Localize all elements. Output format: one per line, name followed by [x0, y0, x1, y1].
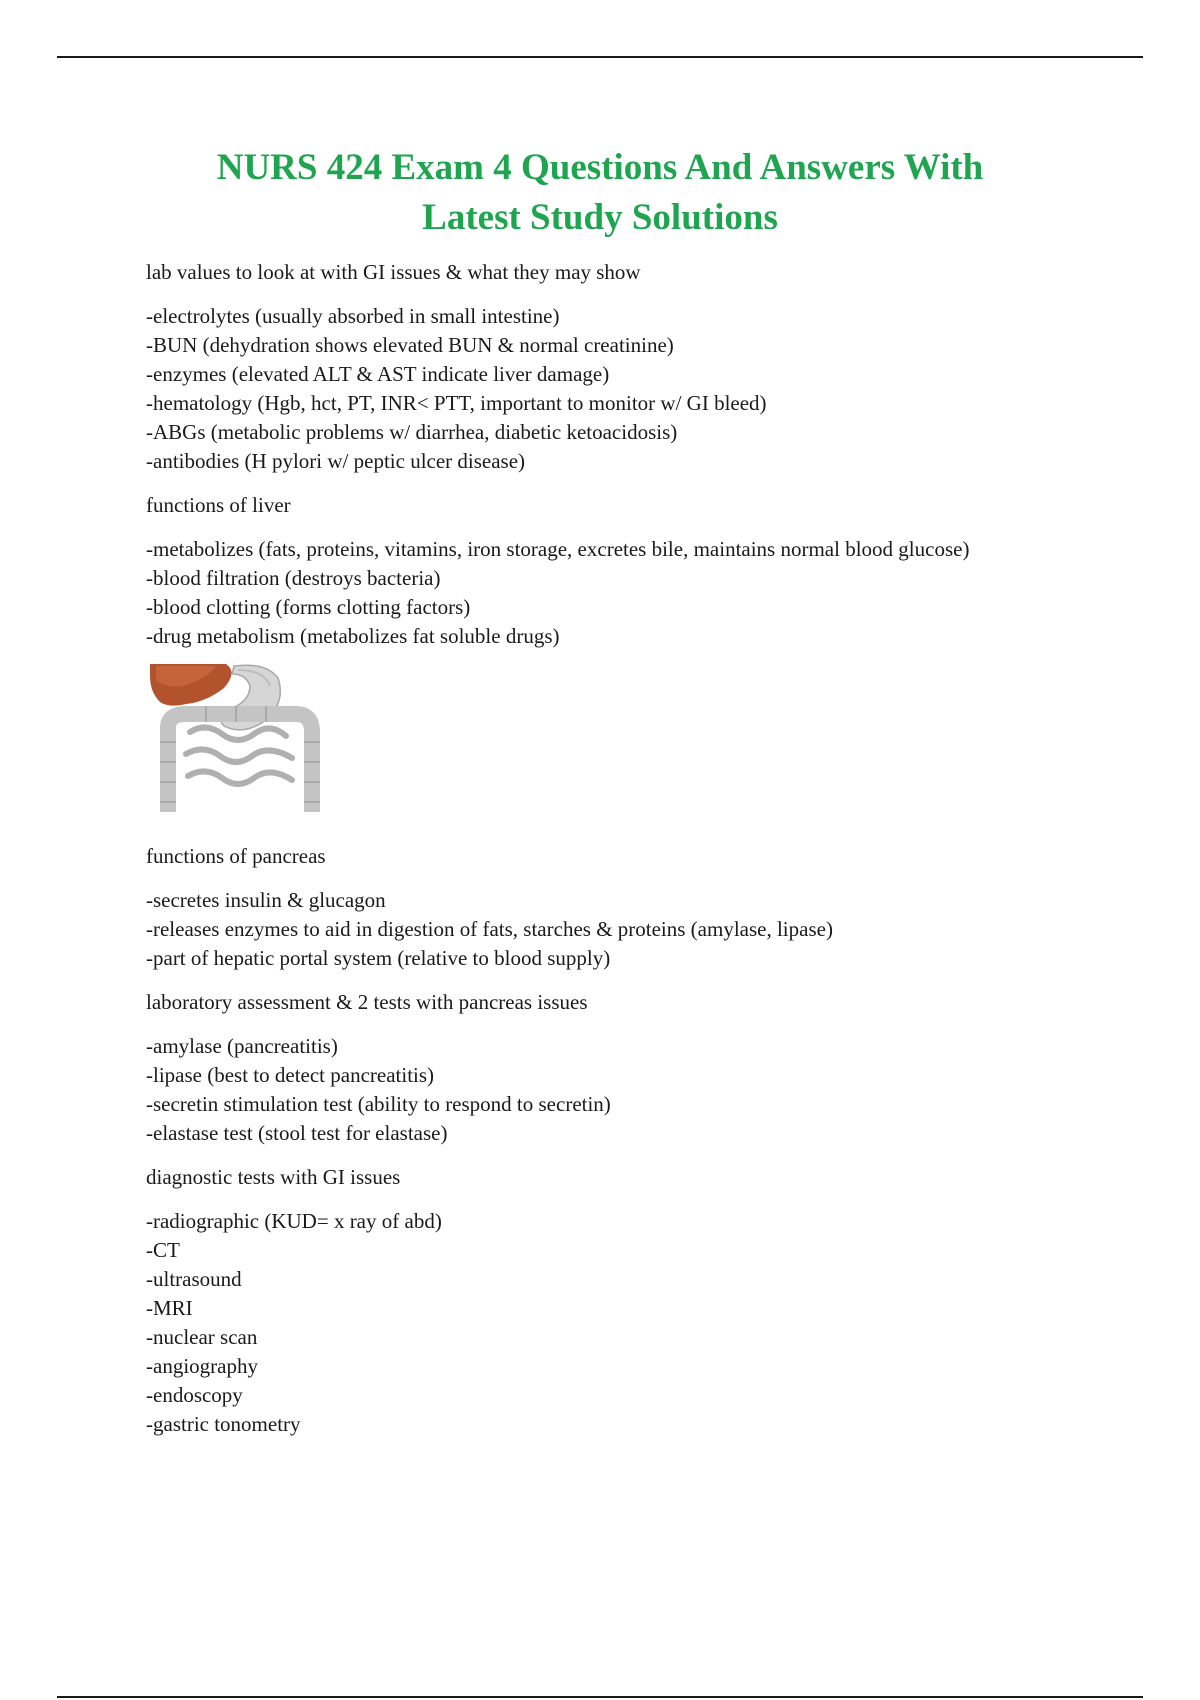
answer-line: -radiographic (KUD= x ray of abd) [146, 1209, 442, 1233]
answer-line: -blood filtration (destroys bacteria) [146, 566, 441, 590]
answer [146, 1207, 1146, 1439]
answer-line: -lipase (best to detect pancreatitis) [146, 1063, 435, 1087]
answer-line: -antibodies (H pylori w/ peptic ulcer disease) [146, 449, 526, 473]
answer [146, 886, 1146, 973]
answer-line: -elastase test (stool test for elastase) [146, 1121, 448, 1145]
title-line-2: Latest Study Solutions [422, 197, 778, 238]
answer-line: -amylase (pancreatitis) [146, 1034, 338, 1058]
answer-line: -gastric tonometry [146, 1412, 301, 1436]
answer-line: -releases enzymes to aid in digestion of fats, starches & proteins (amylase, lipase) [146, 917, 833, 941]
document-title [100, 143, 1100, 243]
answer-line: -hematology (Hgb, hct, PT, INR< PTT, important to monitor w/ GI bleed) [146, 391, 767, 415]
qa-section-lab-values [146, 258, 1146, 476]
question: laboratory assessment & 2 tests with pancreas issues [146, 990, 588, 1014]
qa-section-liver [146, 491, 1146, 651]
qa-section-pancreas [146, 842, 1146, 973]
answer-line: -endoscopy [146, 1383, 243, 1407]
answer-line: -MRI [146, 1296, 193, 1320]
title-line-1: NURS 424 Exam 4 Questions And Answers With [216, 147, 984, 188]
answer-line: -BUN (dehydration shows elevated BUN & normal creatinine) [146, 333, 674, 357]
qa-section-pancreas-tests [146, 988, 1146, 1148]
document-body [146, 258, 1146, 1454]
question: functions of liver [146, 493, 291, 517]
answer-line: -secretin stimulation test (ability to respond to secretin) [146, 1092, 611, 1116]
question: diagnostic tests with GI issues [146, 1165, 401, 1189]
header-rule [57, 56, 1143, 58]
answer-line: -ultrasound [146, 1267, 242, 1291]
qa-section-diagnostic-tests [146, 1163, 1146, 1439]
digestive-system-illustration [146, 662, 322, 818]
answer-line: -blood clotting (forms clotting factors) [146, 595, 471, 619]
question: functions of pancreas [146, 844, 326, 868]
answer-line: -drug metabolism (metabolizes fat soluble drugs) [146, 624, 560, 648]
answer-line: -secretes insulin & glucagon [146, 888, 386, 912]
answer-line: -part of hepatic portal system (relative to blood supply) [146, 946, 611, 970]
answer [146, 535, 1146, 651]
answer-line: -metabolizes (fats, proteins, vitamins, iron storage, excretes bile, maintains normal blood glucose) [146, 537, 970, 561]
answer-line: -CT [146, 1238, 180, 1262]
answer-line: -nuclear scan [146, 1325, 258, 1349]
question: lab values to look at with GI issues & what they may show [146, 260, 641, 284]
answer-line: -enzymes (elevated ALT & AST indicate liver damage) [146, 362, 610, 386]
answer-line: -electrolytes (usually absorbed in small intestine) [146, 304, 560, 328]
answer-line: -angiography [146, 1354, 258, 1378]
answer [146, 1032, 1146, 1148]
answer [146, 302, 1146, 476]
footer-rule [57, 1696, 1143, 1698]
answer-line: -ABGs (metabolic problems w/ diarrhea, diabetic ketoacidosis) [146, 420, 678, 444]
